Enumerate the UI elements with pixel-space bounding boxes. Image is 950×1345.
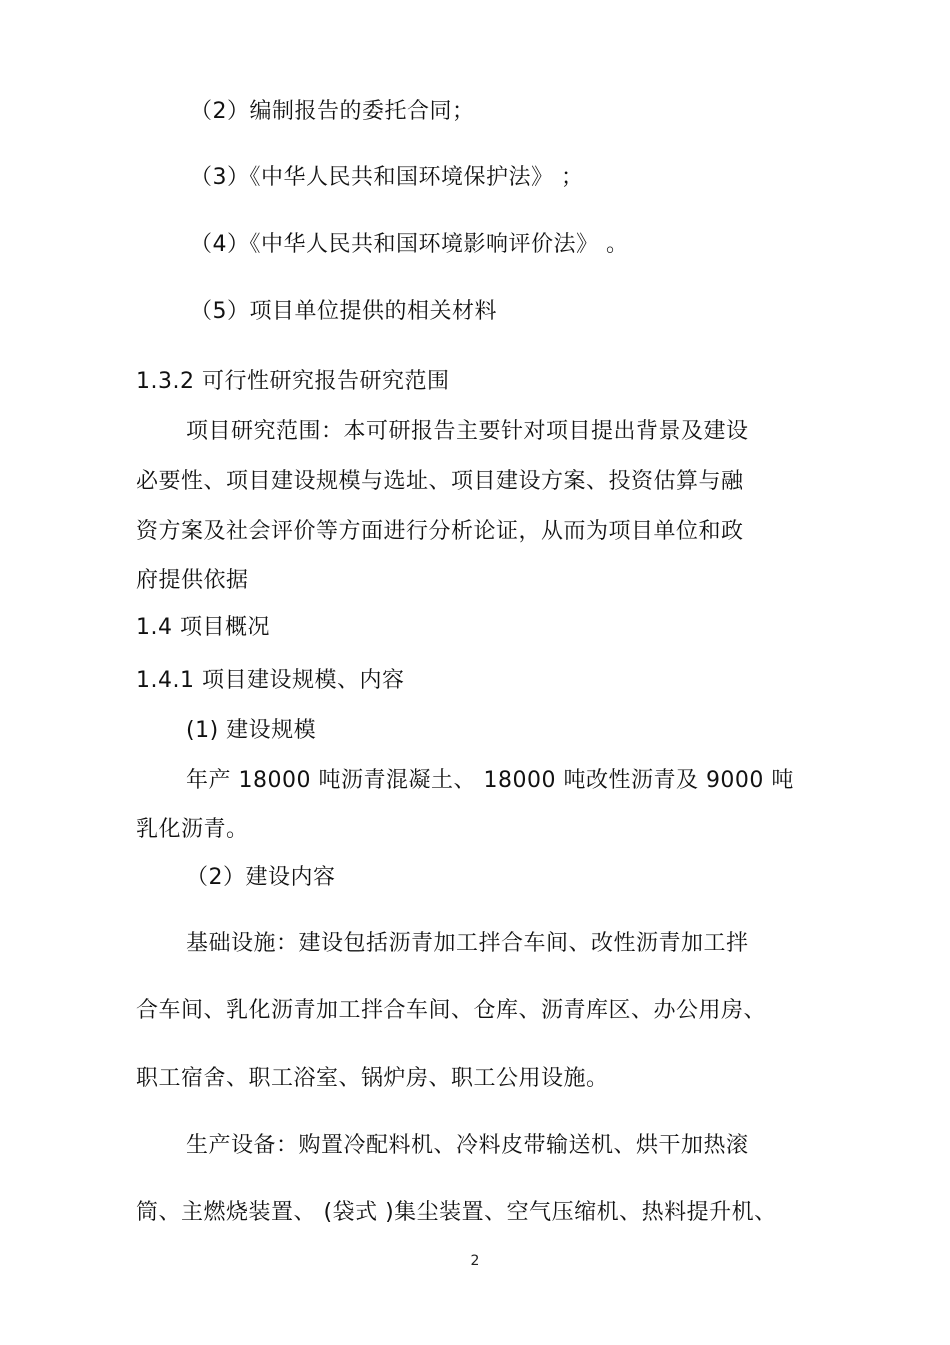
paragraph-equipment-line-2: 筒、主燃烧装置、 (袋式 )集尘装置、空气压缩机、热料提升机、 (136, 1200, 777, 1225)
paragraph-equipment-line-1: 生产设备：购置冷配料机、冷料皮带输送机、烘干加热滚 (186, 1133, 749, 1158)
section-heading-1-4-1: 1.4.1 项目建设规模、内容 (136, 668, 405, 693)
page-number: 2 (470, 1253, 480, 1269)
reference-item-3: （3）《中华人民共和国环境保护法》 ； (190, 165, 584, 190)
paragraph-scope-line-1: 项目研究范围：本可研报告主要针对项目提出背景及建设 (186, 419, 749, 444)
paragraph-infrastructure-line-2: 合车间、乳化沥青加工拌合车间、仓库、沥青库区、办公用房、 (136, 998, 767, 1023)
section-heading-1-3-2: 1.3.2 可行性研究报告研究范围 (136, 369, 450, 394)
paragraph-scope-line-3: 资方案及社会评价等方面进行分析论证，从而为项目单位和政 (136, 519, 744, 544)
paragraph-scope-line-4: 府提供依据 (136, 568, 249, 593)
reference-item-2: （2）编制报告的委托合同； (190, 99, 475, 124)
subheading-construction-content: （2）建设内容 (186, 865, 336, 890)
reference-item-4: （4）《中华人民共和国环境影响评价法》 。 (190, 232, 629, 257)
paragraph-scale-line-1: 年产 18000 吨沥青混凝土、 18000 吨改性沥青及 9000 吨 (186, 768, 794, 793)
reference-item-5: （5）项目单位提供的相关材料 (190, 299, 497, 324)
paragraph-infrastructure-line-3: 职工宿舍、职工浴室、锅炉房、职工公用设施。 (136, 1066, 609, 1091)
section-heading-1-4: 1.4 项目概况 (136, 615, 270, 640)
paragraph-infrastructure-line-1: 基础设施：建设包括沥青加工拌合车间、改性沥青加工拌 (186, 931, 749, 956)
paragraph-scope-line-2: 必要性、项目建设规模与选址、项目建设方案、投资估算与融 (136, 469, 744, 494)
subheading-construction-scale: (1) 建设规模 (186, 718, 317, 743)
paragraph-scale-line-2: 乳化沥青。 (136, 817, 249, 842)
